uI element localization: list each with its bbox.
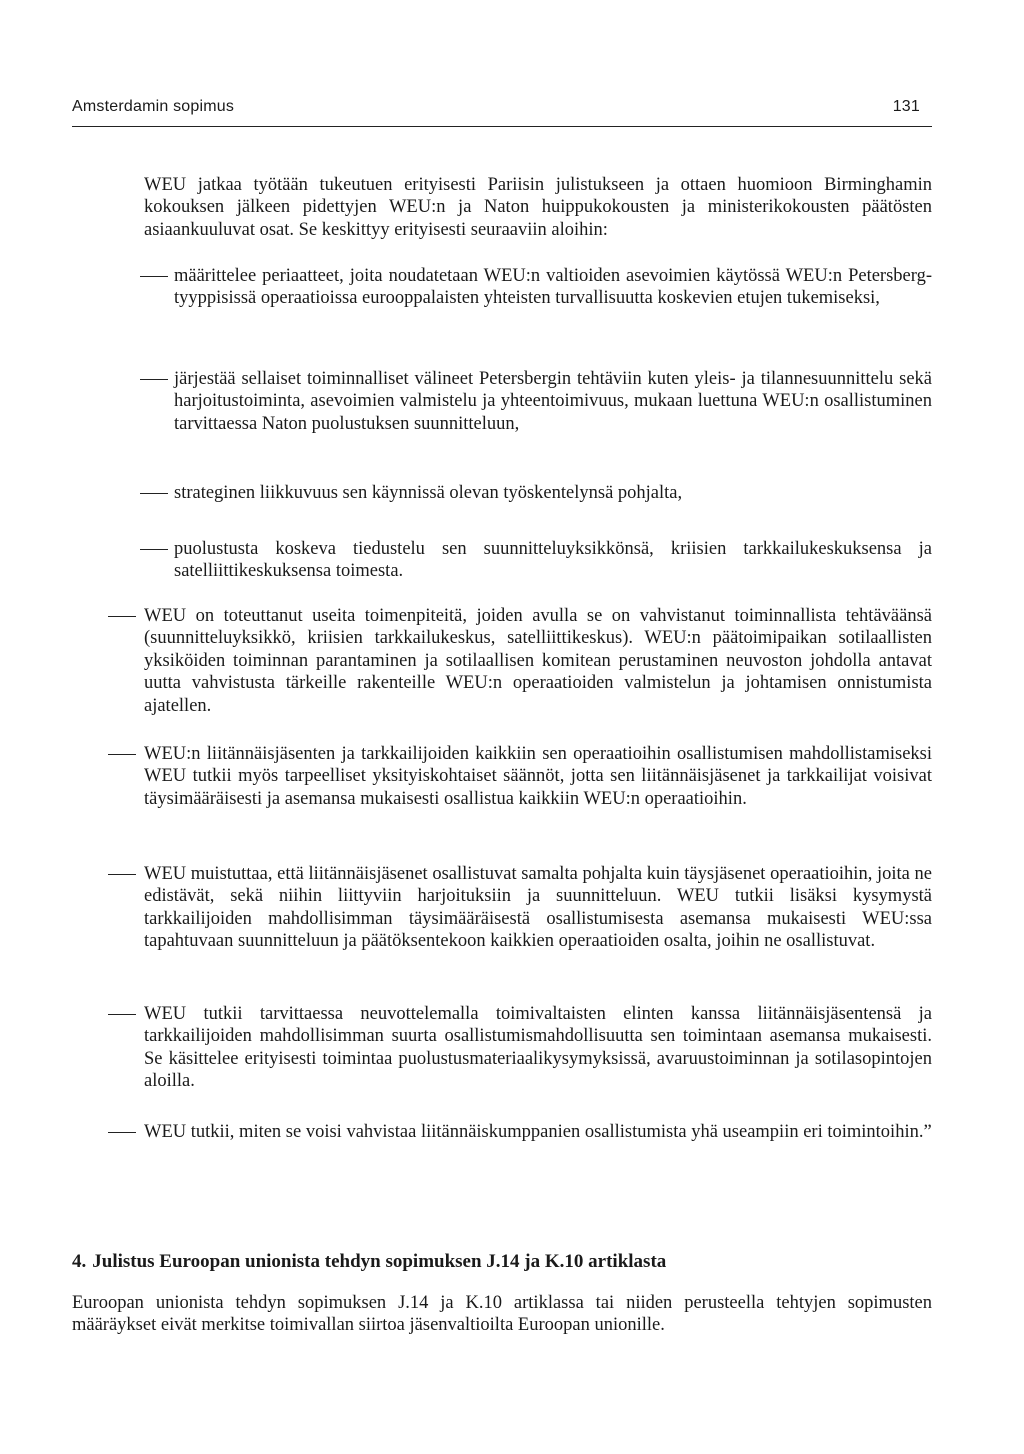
page-number: 131: [892, 98, 920, 115]
main-item-4: WEU tutkii tarvittaessa neuvottelemalla toimivaltaisten elinten kanssa liitännäisjäsentensä ja tarkkailijoiden mahdollisimman suurta osallistumismahdollisuutta sen toimintaan asemansa mukaisesti. Se käsittelee erityisesti toimintaa puolustusmateriaalikysymyksissä, avaruustoiminnan ja sotilasopintojen aloilla.: [144, 1004, 932, 1092]
running-header: [72, 98, 932, 126]
dash-marker: [108, 605, 136, 617]
dash-marker: [140, 538, 168, 550]
sub-item-2: järjestää sellaiset toiminnalliset välineet Petersbergin tehtäviin kuten yleis- ja tilannesuunnittelu sekä harjoitustoiminta, asevoimien valmistelu ja yhteentoimivuus, mukaan luettuna WEU:n osallistuminen tarvittaessa Naton puolustuksen suunnitteluun,: [174, 369, 932, 434]
main-item-5: WEU tutkii, miten se voisi vahvistaa liitännäiskumppanien osallistumista yhä useampiin eri toimintoihin.”: [144, 1122, 932, 1142]
intro-paragraph: WEU jatkaa työtään tukeutuen erityisesti Pariisin julistukseen ja ottaen huomioon Birminghamin kokouksen jälkeen pidettyjen WEU:n ja Naton huippukokousten ja ministerikokousten päätösten asiaankuuluvat osat. Se keskittyy erityisesti seuraaviin aloihin:: [144, 175, 932, 240]
dash-marker: [140, 265, 168, 277]
dash-marker: [140, 368, 168, 380]
section-heading: [72, 1250, 932, 1274]
section-number: 4.: [72, 1251, 87, 1272]
sub-item-3: strateginen liikkuvuus sen käynnissä olevan työskentelynsä pohjalta,: [174, 483, 683, 503]
dash-marker: [108, 1003, 136, 1015]
document-title: Amsterdamin sopimus: [72, 98, 235, 115]
sub-item-1: määrittelee periaatteet, joita noudatetaan WEU:n valtioiden asevoimien käytössä WEU:n Petersberg-tyyppisissä operaatioissa eurooppalaisten yhteisten turvallisuutta koskevien etujen tukemiseksi,: [174, 266, 932, 309]
dash-marker: [108, 1121, 136, 1133]
main-item-3: WEU muistuttaa, että liitännäisjäsenet osallistuvat samalta pohjalta kuin täysjäsenet operaatioihin, joita ne edistävät, sekä niihin liittyviin harjoituksiin ja suunnitteluun. WEU tutkii lisäksi kysymystä tarkkailijoiden mahdollisimman täysimääräisestä osallistumisesta asemansa mukaisesti WEU:ssa tapahtuvaan suunnitteluun ja päätöksentekoon kaikkien operaatioiden osalta, joihin ne osallistuvat.: [144, 864, 932, 952]
section-title: Julistus Euroopan unionista tehdyn sopimuksen J.14 ja K.10 artiklasta: [92, 1251, 667, 1272]
section-body: Euroopan unionista tehdyn sopimuksen J.14 ja K.10 artiklassa tai niiden perusteella tehtyjen sopimusten määräykset eivät merkitse toimivallan siirtoa jäsenvaltioilta Euroopan unionille.: [72, 1293, 932, 1336]
header-rule: [72, 126, 932, 127]
dash-marker: [140, 482, 168, 494]
dash-marker: [108, 863, 136, 875]
dash-marker: [108, 743, 136, 755]
main-item-1: WEU on toteuttanut useita toimenpiteitä, joiden avulla se on vahvistanut toiminnallista tehtäväänsä (suunnitteluyksikkö, kriisien tarkkailukeskus, satelliittikeskus). WEU:n päätoimipaikan sotilaallisten yksiköiden toiminnan parantaminen ja sotilaallisen komitean perustaminen neuvoston johdolla antavat uutta vahvistusta tärkeille rakenteille WEU:n operaatioiden valmistelun ja johtamisen onnistumista ajatellen.: [144, 606, 932, 716]
sub-item-4: puolustusta koskeva tiedustelu sen suunnitteluyksikkönsä, kriisien tarkkailukeskuksensa ja satelliittikeskuksensa toimesta.: [174, 539, 932, 582]
main-item-2: WEU:n liitännäisjäsenten ja tarkkailijoiden kaikkiin sen operaatioihin osallistumisen mahdollistamiseksi WEU tutkii myös tarpeelliset yksityiskohtaiset säännöt, jotta sen liitännäisjäsenet ja tarkkailijat voisivat täysimääräisesti ja asemansa mukaisesti osallistua kaikkiin WEU:n operaatioihin.: [144, 744, 932, 809]
